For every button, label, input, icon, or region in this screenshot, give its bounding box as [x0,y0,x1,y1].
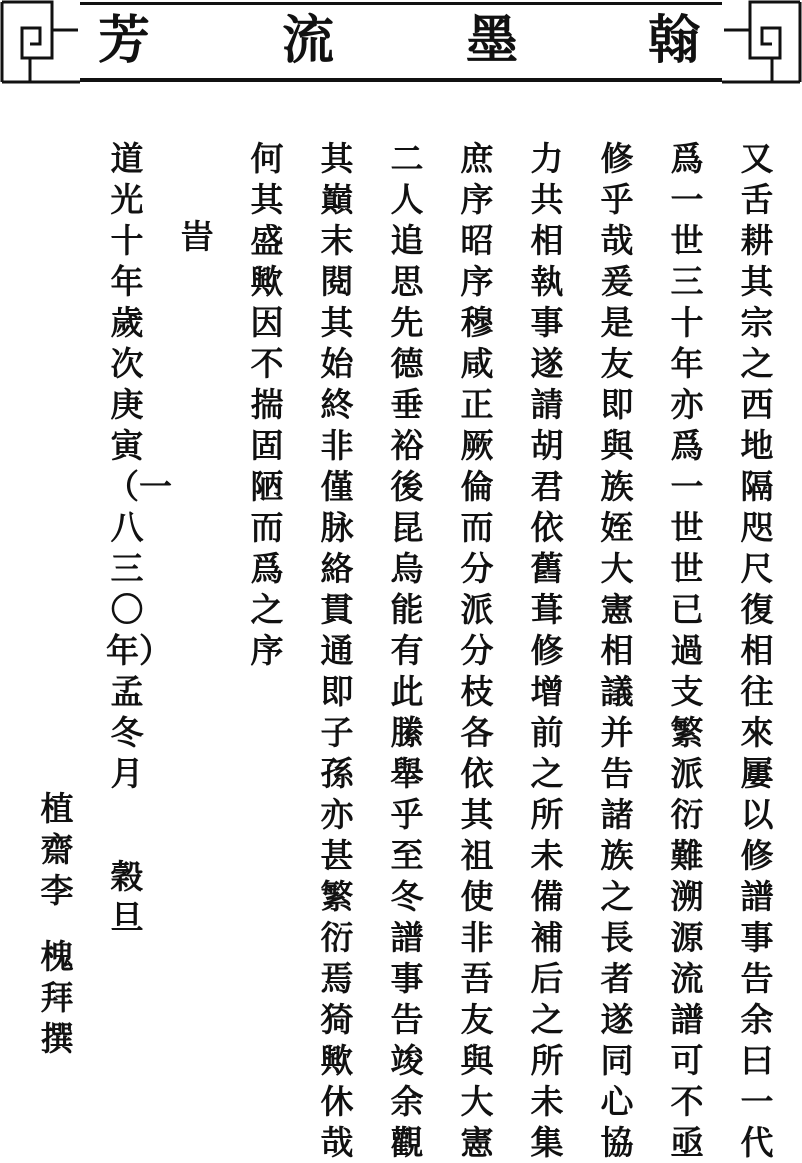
title-char-2: 流 [282,10,335,71]
text-column-3: 修乎哉爰是友即與族姪大憲相議并告諸族之長者遂同心協 [600,139,634,1162]
text-column-4: 力共相執事遂請胡君依舊葺修增前之所未備補后之所未集 [530,139,564,1162]
title-char-1: 芳 [98,10,151,71]
fret-ornament-left-icon [0,0,80,84]
date-suffix: 穀旦 [110,857,144,937]
signature-line-2: 槐拜撰 [40,937,74,1058]
date-column: 道光十年歲次庚寅（一八三〇年）孟冬月 [106,139,172,793]
header-banner [0,0,802,86]
text-column-2: 爲一世三十年亦爲一世世已過支繁派衍難溯源流譜可不亟 [670,139,704,1162]
text-column-6: 二人追思先德垂裕後昆烏能有此縢舉乎至冬譜事告竣余觀 [390,139,424,1162]
title-char-4: 翰 [648,10,701,71]
title-char-3: 墨 [466,10,519,71]
text-column-5: 庶序昭序穆咸正厥倫而分派分枝各依其祖使非吾友與大憲 [460,139,494,1162]
text-column-7: 其巔末閱其始終非僅脉絡貫通即子孫亦甚繁衍焉猗歟休哉 [320,139,354,1162]
fret-ornament-right-icon [722,0,802,84]
signature-line-1: 植齋李 [40,789,74,910]
header-bottom-rule [0,78,802,82]
text-column-8: 何其盛歟因不揣固陋而爲之序 [250,139,284,670]
text-column-1: 又舌耕其宗之西地隔咫尺復相往來屢以修譜事告余曰一代 [740,139,774,1162]
era-marker: 旹 [180,217,214,256]
header-top-rule [0,2,802,5]
